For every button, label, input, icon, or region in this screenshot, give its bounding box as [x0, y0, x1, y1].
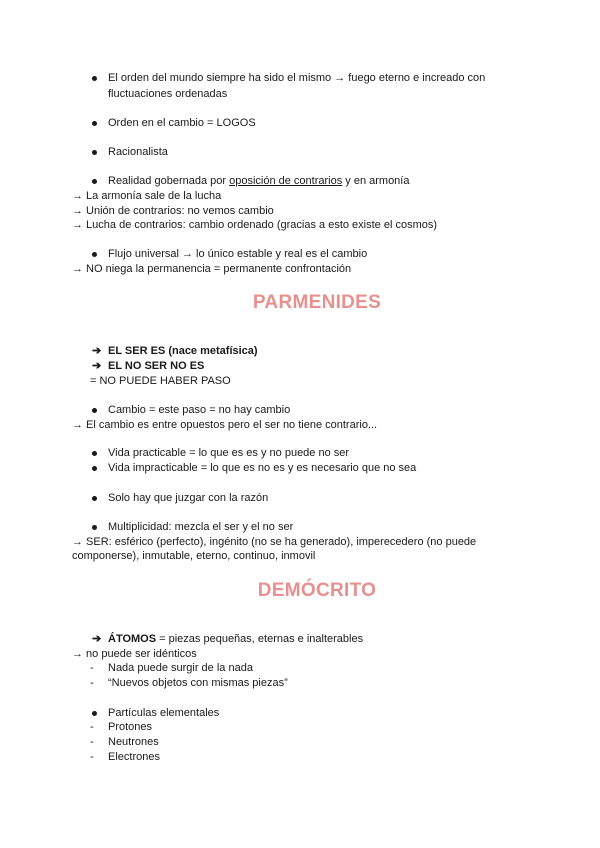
- dash-bullet: -: [90, 662, 94, 674]
- section-heading-democrito: DEMÓCRITO: [257, 580, 377, 601]
- bullet: [92, 179, 97, 184]
- arrow-line: → no puede ser idénticos: [72, 648, 197, 660]
- bullet: [92, 451, 97, 456]
- text-fragment: Realidad gobernada por: [108, 175, 230, 187]
- underlined-text: oposición de contrarios: [229, 175, 343, 187]
- arrow-bullet-icon: ➔: [92, 345, 102, 357]
- arrow-bullet-icon: ➔: [92, 360, 102, 372]
- dash-bullet: -: [90, 721, 94, 733]
- text-line: Electrones: [108, 751, 160, 763]
- text-line: Racionalista: [108, 146, 168, 158]
- text-line: Cambio = este paso = no hay cambio: [108, 404, 291, 416]
- text-line: = NO PUEDE HABER PASO: [90, 375, 231, 387]
- text-fragment: y en armonía: [342, 175, 410, 187]
- dash-bullet: -: [90, 677, 94, 689]
- text-line: Neutrones: [108, 736, 159, 748]
- bullet: [92, 466, 97, 471]
- dash-bullet: -: [90, 736, 94, 748]
- text-line: El orden del mundo siempre ha sido el mismo → fuego eterno e increado con: [108, 72, 486, 84]
- text-line: componerse), inmutable, eterno, continuo, inmovil: [72, 550, 316, 562]
- text-line: Vida impracticable = lo que es no es y es necesario que no sea: [108, 462, 417, 474]
- arrow-line: → SER: esférico (perfecto), ingénito (no se ha generado), imperecedero (no puede: [72, 536, 477, 548]
- text-line: Vida practicable = lo que es es y no puede no ser: [108, 447, 350, 459]
- text-line: fluctuaciones ordenadas: [108, 88, 228, 100]
- arrow-bullet-icon: ➔: [92, 633, 102, 645]
- arrow-line: → Lucha de contrarios: cambio ordenado (gracias a esto existe el cosmos): [72, 219, 438, 231]
- arrow-line: → La armonía sale de la lucha: [72, 190, 222, 202]
- text-line: Multiplicidad: mezcla el ser y el no ser: [108, 521, 294, 533]
- text-line: [108, 174, 409, 188]
- text-line: Orden en el cambio = LOGOS: [108, 117, 256, 129]
- dash-bullet: -: [90, 751, 94, 763]
- text-line: “Nuevos objetos con mismas piezas”: [108, 677, 288, 689]
- arrow-line: → NO niega la permanencia = permanente confrontación: [72, 263, 352, 275]
- arrow-line: → El cambio es entre opuestos pero el ser no tiene contrario...: [72, 419, 378, 431]
- text-line: [108, 632, 363, 646]
- text-line: Protones: [108, 721, 153, 733]
- bullet: [92, 496, 97, 501]
- text-line: EL SER ES (nace metafísica): [108, 345, 258, 357]
- bold-text: ÁTOMOS: [108, 633, 157, 645]
- bullet: [92, 121, 97, 126]
- bullet: [92, 525, 97, 530]
- text-fragment: = piezas pequeñas, eternas e inalterables: [156, 633, 364, 645]
- bullet: [92, 408, 97, 413]
- text-line: Flujo universal → lo único estable y real es el cambio: [108, 248, 368, 260]
- text-line: Partículas elementales: [108, 707, 220, 719]
- text-line: Nada puede surgir de la nada: [108, 662, 253, 674]
- bullet: [92, 252, 97, 257]
- bullet: [92, 76, 97, 81]
- bullet: [92, 150, 97, 155]
- text-line: Solo hay que juzgar con la razón: [108, 492, 269, 504]
- text-line: EL NO SER NO ES: [108, 360, 205, 372]
- arrow-line: → Unión de contrarios: no vemos cambio: [72, 205, 274, 217]
- section-heading-parmenides: PARMENIDES: [252, 292, 382, 313]
- bullet: [92, 711, 97, 716]
